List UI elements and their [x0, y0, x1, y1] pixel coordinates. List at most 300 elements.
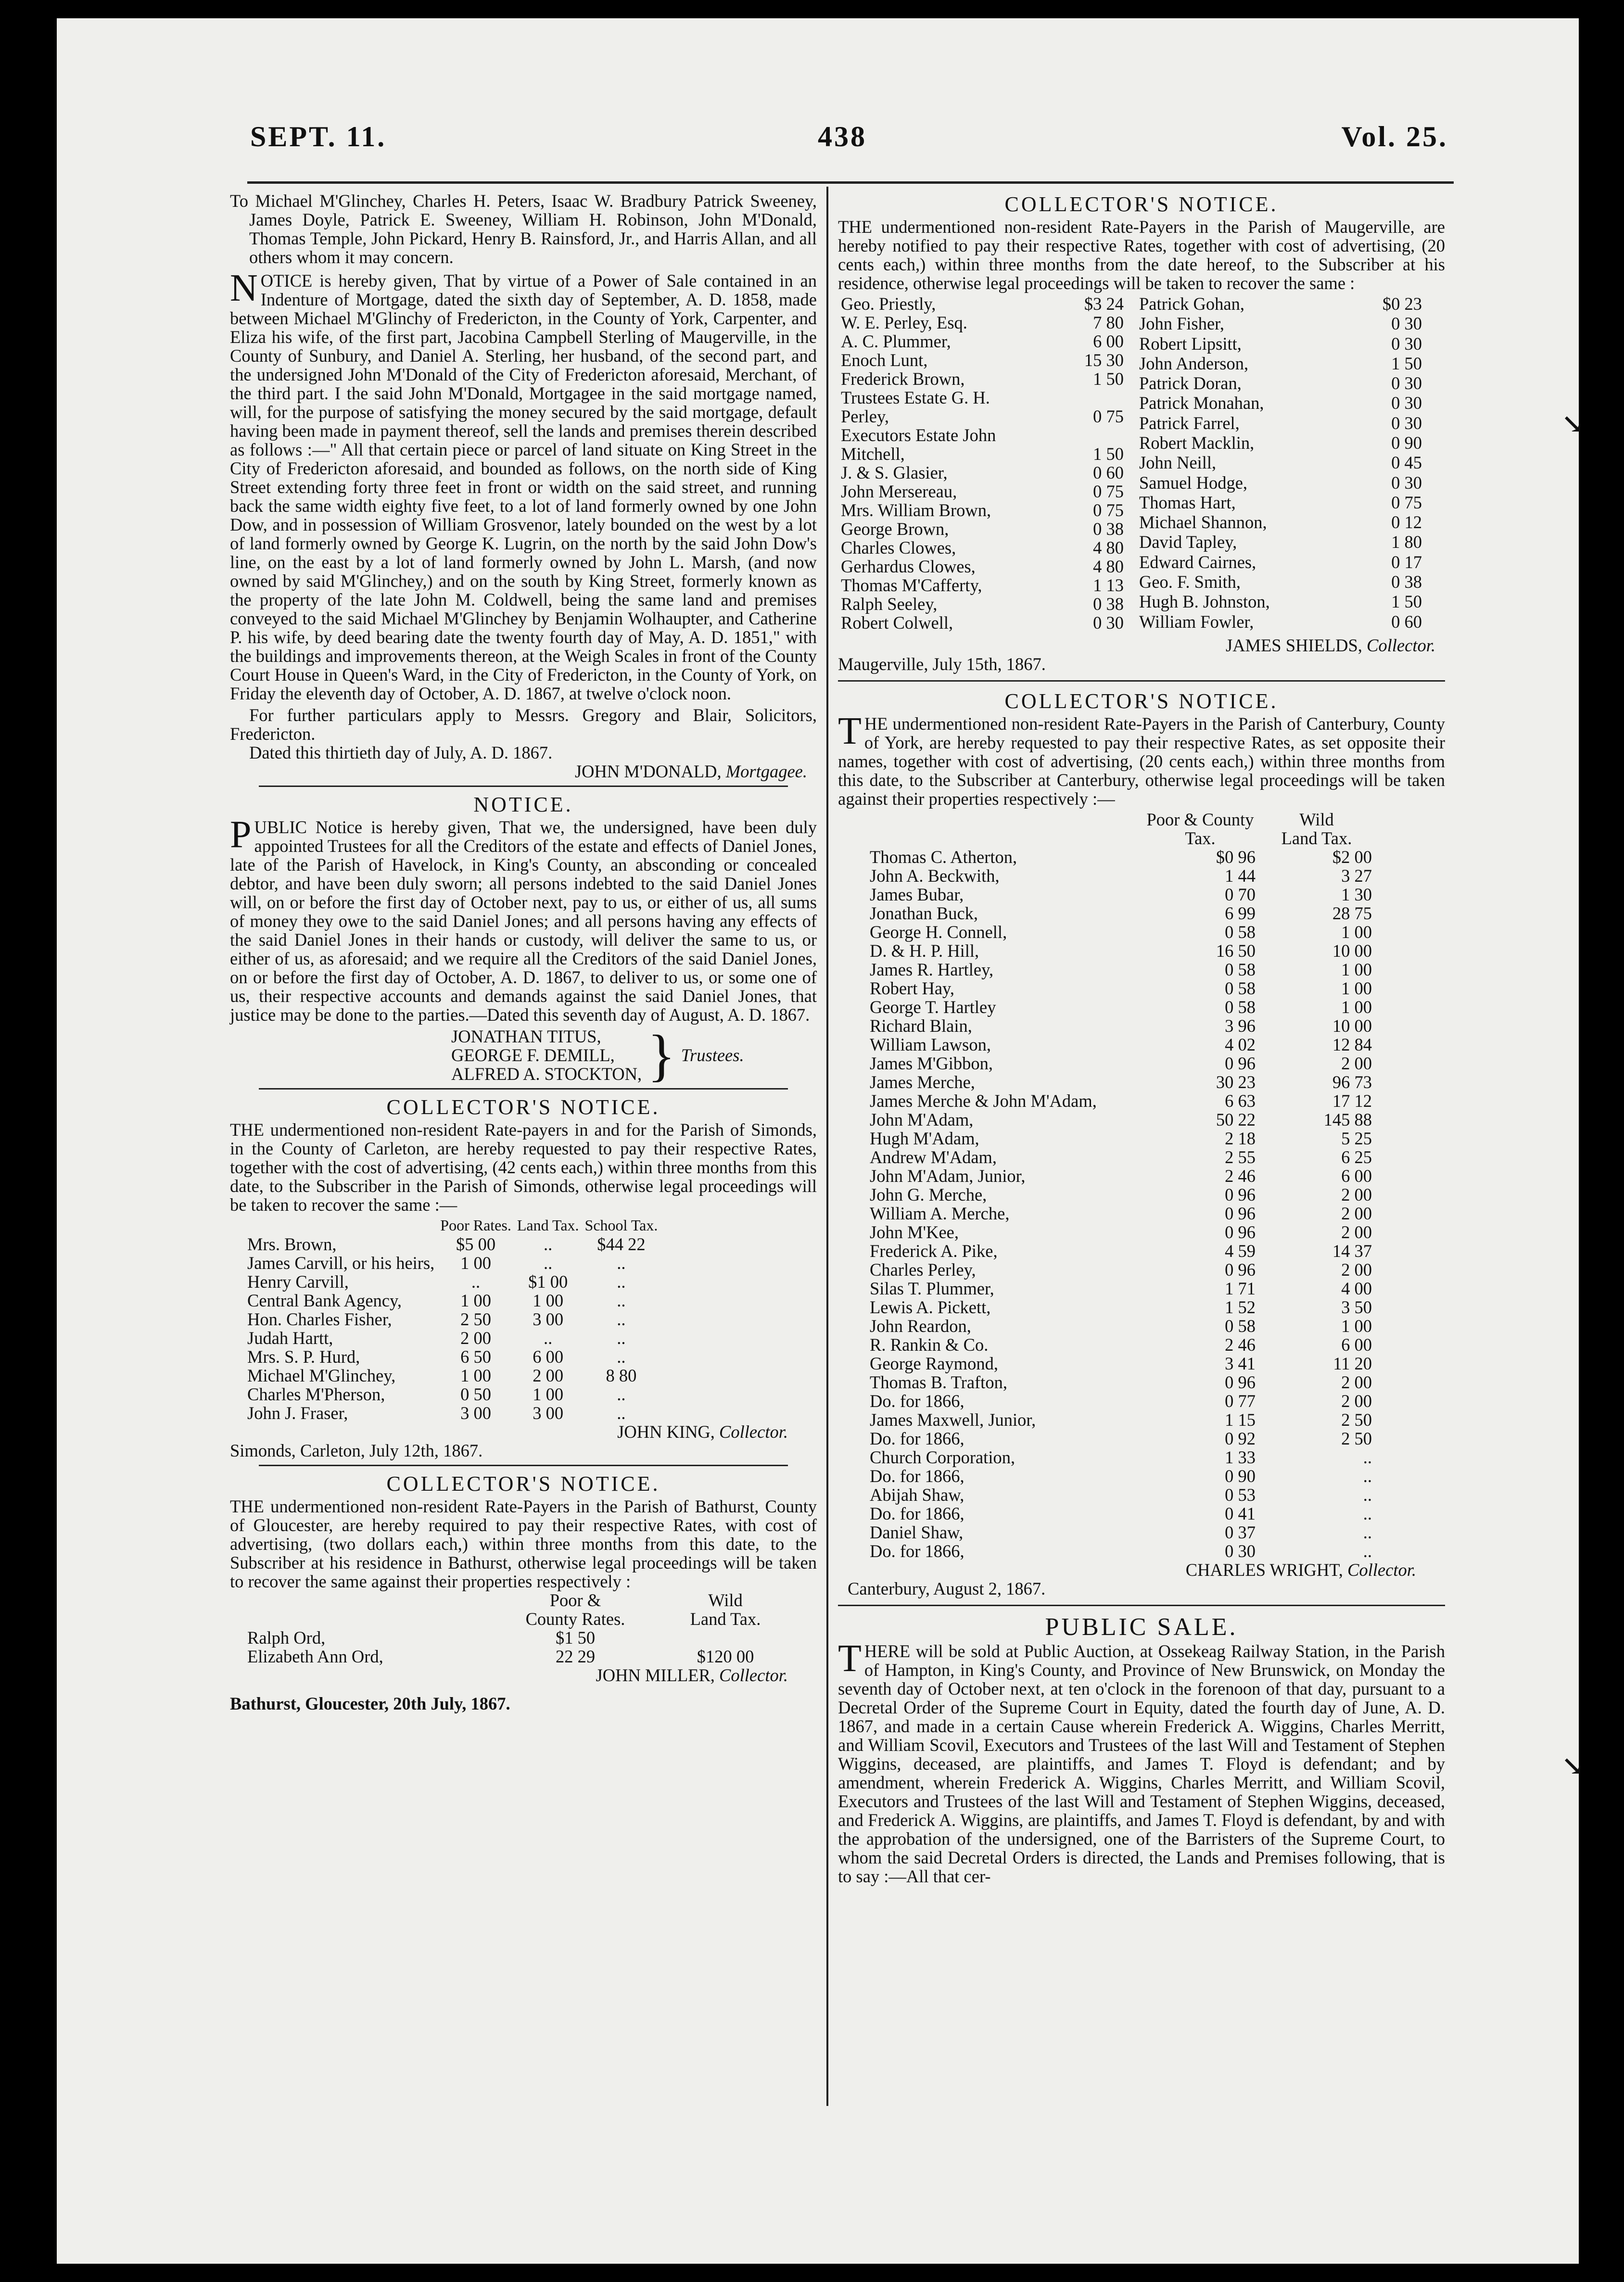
table-row: [867, 1429, 1375, 1448]
maugerville-notice: [838, 191, 1445, 673]
table-cell: 0 12: [1391, 512, 1422, 532]
table-cell: Mrs. S. P. Hurd,: [247, 1347, 360, 1367]
section-rule: [259, 1088, 788, 1090]
section-rule: [838, 1605, 1445, 1606]
table-cell: 10 00: [1332, 1016, 1372, 1036]
table-cell: Hugh M'Adam,: [870, 1128, 979, 1148]
table-cell: 3 27: [1341, 866, 1372, 886]
column-header: Poor & County: [1146, 810, 1254, 829]
table-cell: Mitchell,: [841, 444, 905, 464]
column-header: Land Tax.: [690, 1609, 761, 1629]
bathurst-notice: [230, 1471, 817, 1713]
table-row: [838, 538, 1127, 557]
table-cell: 1 71: [1225, 1279, 1256, 1298]
table-row: [838, 613, 1127, 632]
column-header: Land Tax.: [517, 1217, 579, 1234]
table-cell: 30 23: [1216, 1072, 1256, 1092]
table-row: [1136, 493, 1425, 513]
table-row: [1136, 553, 1425, 572]
table-row: [867, 1148, 1375, 1166]
table-cell: James Merche & John M'Adam,: [870, 1091, 1097, 1111]
table-cell: A. C. Plummer,: [841, 331, 951, 351]
table-cell: 2 50: [460, 1309, 491, 1329]
table-row: [867, 960, 1375, 979]
table-cell: William Fowler,: [1139, 611, 1254, 632]
table-row: [867, 1110, 1375, 1129]
table-cell: 2 18: [1225, 1128, 1256, 1148]
table-cell: 1 00: [533, 1291, 564, 1310]
table-row: [867, 1054, 1375, 1073]
table-row: [838, 407, 1127, 426]
table-row: [867, 979, 1375, 998]
canterbury-signer: CHARLES WRIGHT,: [1185, 1560, 1343, 1580]
mortgage-address: To Michael M'Glinchey, Charles H. Peters, Isaac W. Bradbury Patrick Sweeney, James Doyle, Patrick E. Sweeney, William H. Robinson, John M'Donald, Thomas Temple, John Pickard, Henry B. Rainsford, Jr., and Harris Allan, and all others whom it may concern.: [230, 191, 817, 267]
table-cell: 2 00: [460, 1328, 491, 1348]
table-cell: 11 20: [1333, 1354, 1372, 1373]
table-cell: 0 75: [1093, 406, 1124, 426]
table-cell: [1063, 426, 1127, 444]
table-header: [244, 1610, 800, 1628]
page-number: 438: [818, 121, 867, 152]
maugerville-role: Collector.: [1367, 635, 1435, 655]
table-cell: 0 50: [460, 1384, 491, 1404]
table-cell: 1 00: [1341, 997, 1372, 1017]
table-cell: $2 00: [1332, 847, 1372, 867]
table-row: [1136, 513, 1425, 532]
table-cell: 16 50: [1216, 941, 1256, 961]
table-cell: 0 30: [1391, 373, 1422, 393]
canterbury-place: Canterbury, August 2, 1867.: [848, 1579, 1046, 1598]
table-cell: Judah Hartt,: [247, 1328, 333, 1348]
table-cell: Daniel Shaw,: [870, 1522, 964, 1542]
table-row: [867, 1091, 1375, 1110]
table-cell: 3 50: [1341, 1297, 1372, 1317]
sale-title: PUBLIC SALE.: [1045, 1613, 1238, 1641]
column-header: Tax.: [1185, 828, 1216, 848]
table-row: [1136, 314, 1425, 334]
table-row: [244, 1235, 660, 1254]
table-row: [838, 482, 1127, 501]
table-row: [838, 501, 1127, 520]
table-row: [1136, 612, 1425, 633]
section-rule: [259, 1465, 788, 1466]
mortgage-signature: [230, 762, 817, 781]
table-cell: Abijah Shaw,: [870, 1485, 964, 1505]
table-row: [1136, 592, 1425, 612]
table-cell: 0 92: [1225, 1429, 1256, 1448]
column-header: Land Tax.: [1281, 828, 1352, 848]
table-cell: 0 75: [1093, 482, 1124, 501]
bathurst-rows: [244, 1628, 800, 1666]
table-cell: Do. for 1866,: [870, 1541, 964, 1561]
table-cell: 1 44: [1225, 866, 1256, 886]
table-row: [838, 313, 1127, 332]
table-row: [867, 1016, 1375, 1035]
table-cell: 6 00: [533, 1347, 564, 1367]
table-cell: 2 46: [1225, 1335, 1256, 1355]
table-cell: 2 00: [533, 1366, 564, 1385]
maugerville-signer: JAMES SHIELDS,: [1225, 635, 1362, 655]
table-cell: 0 37: [1225, 1522, 1256, 1542]
table-cell: Trustees Estate G. H.: [841, 388, 990, 407]
bathurst-body: THE undermentioned non-resident Rate-Payers in the Parish of Bathurst, County of Gloucester, are hereby required to pay their respective Rates, with cost of advertising, (two dollars each,) within three months from this date, to the Subscriber at his residence in Bathurst, otherwise legal proceedings will be taken to recover the same against their properties respectively :: [230, 1496, 817, 1591]
simonds-notice: [230, 1094, 817, 1460]
table-cell: 1 30: [1341, 885, 1372, 904]
table-cell: Patrick Farrel,: [1139, 413, 1240, 433]
table-cell: $44 22: [597, 1234, 646, 1254]
table-cell: 1 00: [533, 1384, 564, 1404]
maugerville-right-table: [1136, 294, 1425, 632]
table-header: [244, 1591, 800, 1610]
table-cell: 1 80: [1391, 532, 1422, 552]
table-row: [244, 1310, 660, 1329]
table-cell: 2 00: [1341, 1372, 1372, 1392]
table-cell: Michael M'Glinchey,: [247, 1366, 396, 1385]
mortgage-dated: Dated this thirtieth day of July, A. D. 1867.: [249, 743, 553, 762]
trustees-signatures: [451, 1023, 817, 1087]
simonds-rows: [244, 1235, 660, 1422]
table-cell: 10 00: [1332, 941, 1372, 961]
simonds-title: COLLECTOR'S NOTICE.: [386, 1095, 660, 1119]
maugerville-title: COLLECTOR'S NOTICE.: [1004, 192, 1279, 216]
table-cell: 3 41: [1225, 1354, 1256, 1373]
table-cell: 1 00: [460, 1366, 491, 1385]
table-row: [838, 294, 1127, 313]
column-header: Wild: [708, 1590, 743, 1610]
table-cell: R. Rankin & Co.: [870, 1335, 989, 1355]
table-cell: John Anderson,: [1139, 353, 1249, 373]
margin-mark: ↘: [1561, 1751, 1584, 1781]
canterbury-rows: [867, 848, 1375, 1560]
table-cell: 1 33: [1225, 1447, 1256, 1467]
table-row: [838, 388, 1127, 407]
left-column: [230, 191, 817, 1713]
table-row: [1136, 532, 1425, 552]
simonds-place: Simonds, Carleton, July 12th, 1867.: [230, 1441, 483, 1460]
table-cell: 0 90: [1391, 432, 1422, 453]
table-row: [1136, 433, 1425, 453]
table-cell: ..: [617, 1291, 626, 1310]
simonds-role: Collector.: [719, 1422, 788, 1442]
table-cell: Charles Clowes,: [841, 538, 956, 558]
table-row: [867, 923, 1375, 941]
table-cell: 2 00: [1341, 1204, 1372, 1223]
table-cell: John M'Adam, Junior,: [870, 1166, 1026, 1186]
table-cell: 0 38: [1093, 594, 1124, 614]
table-cell: 8 80: [606, 1366, 637, 1385]
table-cell: 0 96: [1225, 1204, 1256, 1223]
table-cell: 2 00: [1341, 1053, 1372, 1073]
table-row: [838, 332, 1127, 351]
table-row: [867, 1335, 1375, 1354]
table-row: [867, 1485, 1375, 1504]
mortgage-notice: [230, 191, 817, 781]
table-cell: 12 84: [1332, 1035, 1372, 1054]
table-row: [244, 1628, 800, 1647]
column-divider: [826, 187, 828, 2106]
table-cell: 0 58: [1225, 997, 1256, 1017]
table-cell: ..: [544, 1328, 553, 1348]
table-row: [867, 885, 1375, 904]
simonds-body: THE undermentioned non-resident Rate-payers in and for the Parish of Simonds, in the County of Carleton, are hereby requested to pay their respective Rates, together with the cost of advertising, (42 cents each,) within three months from this date, to the Subscriber in the Parish of Simonds, otherwise legal proceedings will be taken to recover the same :—: [230, 1120, 817, 1215]
bathurst-title: COLLECTOR'S NOTICE.: [386, 1472, 660, 1496]
table-cell: Patrick Doran,: [1139, 373, 1242, 393]
canterbury-body: THE undermentioned non-resident Rate-Payers in the Parish of Canterbury, County of York, are hereby requested to pay their respective Rates, as set opposite their names, together with cost of advertising, (20 cents each,) within three months from this date, to the Subscriber at Canterbury, otherwise legal proceedings will be taken against their properties respectively :—: [838, 710, 1445, 809]
table-row: [867, 1073, 1375, 1091]
trustee-name: JONATHAN TITUS,: [451, 1027, 601, 1046]
bathurst-role: Collector.: [719, 1665, 788, 1685]
table-cell: $5 00: [456, 1234, 496, 1254]
table-row: [244, 1385, 660, 1404]
brace: }: [647, 1023, 675, 1087]
column-header: County Rates.: [525, 1609, 625, 1629]
column-header: Wild: [1299, 810, 1334, 829]
table-cell: ..: [544, 1253, 553, 1273]
table-cell: $0 96: [1216, 847, 1256, 867]
table-row: [867, 848, 1375, 866]
table-cell: 0 70: [1225, 885, 1256, 904]
table-row: [838, 520, 1127, 538]
table-cell: 4 80: [1093, 557, 1124, 576]
table-cell: Edward Cairnes,: [1139, 552, 1256, 572]
bathurst-table: [244, 1591, 800, 1666]
table-cell: George T. Hartley: [870, 997, 996, 1017]
table-cell: 0 60: [1093, 463, 1124, 482]
table-cell: 1 50: [1093, 369, 1124, 389]
table-cell: 0 77: [1225, 1391, 1256, 1411]
table-cell: 0 75: [1093, 500, 1124, 520]
table-row: [867, 1542, 1375, 1560]
table-cell: 4 02: [1225, 1035, 1256, 1054]
table-cell: 1 50: [1093, 444, 1124, 464]
table-cell: James R. Hartley,: [870, 960, 994, 979]
table-cell: Elizabeth Ann Ord,: [247, 1647, 383, 1666]
bathurst-place: Bathurst, Gloucester, 20th July, 1867.: [230, 1694, 510, 1713]
table-cell: 0 90: [1225, 1466, 1256, 1486]
table-cell: Central Bank Agency,: [247, 1291, 402, 1310]
table-row: [867, 1166, 1375, 1185]
table-cell: Gerhardus Clowes,: [841, 557, 976, 576]
table-cell: James Merche,: [870, 1072, 975, 1092]
table-cell: 28 75: [1332, 903, 1372, 923]
table-cell: Do. for 1866,: [870, 1466, 964, 1486]
table-cell: Robert Lipsitt,: [1139, 333, 1242, 354]
table-cell: David Tapley,: [1139, 532, 1237, 552]
table-row: [867, 1354, 1375, 1373]
right-column: [838, 191, 1445, 1886]
table-cell: 2 50: [1341, 1429, 1372, 1448]
table-row: [867, 941, 1375, 960]
table-row: [244, 1291, 660, 1310]
table-row: [244, 1347, 660, 1366]
table-cell: 1 00: [460, 1291, 491, 1310]
table-cell: $120 00: [697, 1647, 754, 1666]
notice-title: NOTICE.: [473, 793, 573, 816]
table-cell: 6 00: [1341, 1166, 1372, 1186]
table-row: [838, 444, 1127, 463]
table-cell: ..: [617, 1403, 626, 1423]
table-row: [1136, 393, 1425, 413]
table-row: [838, 369, 1127, 388]
header-rule: [247, 181, 1454, 184]
table-row: [1136, 572, 1425, 592]
column-header: School Tax.: [584, 1217, 658, 1234]
table-cell: ..: [1363, 1541, 1372, 1561]
table-cell: Ralph Ord,: [247, 1628, 326, 1648]
table-row: [244, 1647, 800, 1666]
table-cell: Frederick A. Pike,: [870, 1241, 998, 1261]
table-cell: ..: [1363, 1504, 1372, 1523]
table-row: [244, 1272, 660, 1291]
table-row: [244, 1254, 660, 1272]
table-cell: 3 00: [460, 1403, 491, 1423]
bathurst-signature: [230, 1666, 817, 1685]
table-cell: $0 23: [1382, 294, 1422, 314]
table-cell: 0 53: [1225, 1485, 1256, 1505]
table-cell: [650, 1628, 800, 1647]
table-cell: 0 30: [1093, 613, 1124, 633]
table-cell: Hugh B. Johnston,: [1139, 592, 1270, 612]
table-cell: 2 00: [1341, 1260, 1372, 1280]
table-row: [867, 1448, 1375, 1467]
canterbury-title: COLLECTOR'S NOTICE.: [1004, 689, 1279, 713]
table-cell: ..: [1363, 1466, 1372, 1486]
table-cell: John Fisher,: [1139, 314, 1224, 334]
table-cell: 0 30: [1391, 472, 1422, 493]
margin-mark: ↘: [1561, 409, 1584, 439]
table-cell: ..: [471, 1272, 481, 1292]
table-cell: 3 00: [533, 1403, 564, 1423]
table-cell: Mrs. Brown,: [247, 1234, 337, 1254]
table-cell: $1 50: [555, 1628, 596, 1648]
table-cell: John J. Fraser,: [247, 1403, 348, 1423]
table-cell: Richard Blain,: [870, 1016, 972, 1036]
table-cell: 50 22: [1216, 1110, 1256, 1129]
table-cell: Silas T. Plummer,: [870, 1279, 994, 1298]
table-cell: 0 75: [1391, 492, 1422, 512]
mortgage-particulars: For further particulars apply to Messrs. Gregory and Blair, Solicitors, Fredericton.: [230, 705, 817, 744]
table-cell: 2 00: [1341, 1185, 1372, 1204]
table-cell: 1 50: [1391, 592, 1422, 612]
table-cell: 96 73: [1332, 1072, 1372, 1092]
table-cell: ..: [1363, 1522, 1372, 1542]
trustee-name: GEORGE F. DEMILL,: [451, 1045, 615, 1065]
sale-body: THERE will be sold at Public Auction, at Ossekeag Railway Station, in the Parish of Hampton, in King's County, and Province of New Brunswick, on Monday the seventh day of October next, at ten o'clock in the forenoon of that day, pursuant to a Decretal Order of the Supreme Court in Equity, dated the fourth day of June, A. D. 1867, and made in a certain Cause wherein Frederick A. Wiggins, Charles Merritt, and William Scovil, Executors and Trustees of the last Will and Testament of Stephen Wiggins, deceased, are plaintiffs, and James T. Floyd is defendant; and by amendment, wherein Frederick A. Wiggins, Charles Merritt, and William Scovil, Executors and Trustees of the last Will and Testament of Stephen Wiggins, deceased, and Frederick A. Wiggins, are plaintiffs, and James T. Floyd is defendant, by and with the approbation of the undersigned, one of the Barristers of the Supreme Court, to whom the said Decretal Orders is directed, the Lands and Premises following, that is to say :—All that cer-: [838, 1637, 1445, 1886]
simonds-table: [244, 1216, 660, 1422]
table-cell: Ralph Seeley,: [841, 594, 938, 614]
table-cell: Mrs. William Brown,: [841, 500, 991, 520]
simonds-signature: [230, 1422, 817, 1441]
newspaper-page: [57, 18, 1584, 2264]
table-row: [1136, 294, 1425, 314]
table-cell: 3 96: [1225, 1016, 1256, 1036]
table-cell: John Mersereau,: [841, 482, 957, 501]
table-row: [867, 1129, 1375, 1148]
table-cell: Jonathan Buck,: [870, 903, 978, 923]
table-cell: 6 25: [1341, 1147, 1372, 1167]
table-row: [867, 1392, 1375, 1410]
table-cell: Lewis A. Pickett,: [870, 1297, 991, 1317]
table-cell: 0 58: [1225, 978, 1256, 998]
table-cell: Andrew M'Adam,: [870, 1147, 997, 1167]
table-row: [244, 1366, 660, 1385]
table-row: [867, 1223, 1375, 1242]
table-row: [867, 1317, 1375, 1335]
table-row: [1136, 374, 1425, 393]
table-row: [1136, 414, 1425, 433]
table-cell: Do. for 1866,: [870, 1391, 964, 1411]
table-row: [867, 1523, 1375, 1542]
table-cell: 3 00: [533, 1309, 564, 1329]
table-row: [838, 426, 1127, 444]
table-row: [244, 1329, 660, 1347]
table-cell: 0 58: [1225, 922, 1256, 942]
table-row: [867, 1410, 1375, 1429]
column-header: Poor &: [549, 1590, 601, 1610]
table-cell: 0 96: [1225, 1372, 1256, 1392]
maugerville-place: Maugerville, July 15th, 1867.: [838, 654, 1046, 674]
table-row: [1136, 334, 1425, 354]
table-cell: 17 12: [1332, 1091, 1372, 1111]
table-cell: Geo. Priestly,: [841, 294, 936, 314]
table-cell: 1 13: [1093, 575, 1124, 595]
public-sale-notice: [838, 1613, 1445, 1886]
canterbury-signature: [838, 1560, 1445, 1579]
maugerville-body: THE undermentioned non-resident Rate-Payers in the Parish of Maugerville, are hereby notified to pay their respective Rates, together with cost of advertising, (20 cents each,) within three months from the date hereof, to the Subscriber at his residence, otherwise legal proceedings will be taken to recover the same :: [838, 217, 1445, 293]
table-cell: 1 00: [1341, 978, 1372, 998]
table-header: [244, 1216, 660, 1235]
table-cell: 0 30: [1391, 413, 1422, 433]
table-cell: 2 00: [1341, 1391, 1372, 1411]
table-cell: John G. Merche,: [870, 1185, 987, 1204]
table-row: [867, 1504, 1375, 1523]
table-cell: D. & H. P. Hill,: [870, 941, 979, 961]
table-cell: ..: [617, 1384, 626, 1404]
table-cell: 2 50: [1341, 1410, 1372, 1430]
page-header: [250, 120, 1448, 173]
table-cell: 0 60: [1391, 611, 1422, 632]
table-cell: Henry Carvill,: [247, 1272, 349, 1292]
table-row: [867, 1185, 1375, 1204]
table-cell: 6 99: [1225, 903, 1256, 923]
table-cell: 1 50: [1391, 353, 1422, 373]
table-cell: 2 00: [1341, 1222, 1372, 1242]
table-cell: Do. for 1866,: [870, 1429, 964, 1448]
table-header: [867, 829, 1375, 848]
table-cell: ..: [544, 1234, 553, 1254]
notice-body: PUBLIC Notice is hereby given, That we, the undersigned, have been duly appointed Trustees for all the Creditors of the estate and effects of Daniel Jones, late of the Parish of Havelock, in King's County, an absconding or concealed debtor, and have been duly sworn; all persons indebted to the said Daniel Jones will, on or before the first day of October next, pay to us, or either of us, all sums of money they owe to the said Daniel Jones; and all persons having any effects of the said Daniel Jones in their hands or custody, will deliver the same to us, or either of us, as aforesaid; and we require all the Creditors of the said Daniel Jones, on or before the first day of October, A. D. 1867, to deliver to us, or some one of us, their respective accounts and demands against the said Daniel Jones, that justice may be done to the parties.—Dated this seventh day of August, A. D. 1867.: [230, 813, 817, 1025]
table-cell: 5 25: [1341, 1128, 1372, 1148]
table-cell: Michael Shannon,: [1139, 512, 1267, 532]
table-cell: ..: [617, 1347, 626, 1367]
issue-date: SEPT. 11.: [250, 121, 387, 152]
maugerville-left-table: [838, 294, 1127, 632]
table-cell: ..: [617, 1272, 626, 1292]
table-cell: Charles M'Pherson,: [247, 1384, 385, 1404]
table-cell: $1 00: [528, 1272, 568, 1292]
table-cell: Robert Colwell,: [841, 613, 953, 633]
table-cell: 4 80: [1093, 538, 1124, 558]
mortgage-body: NOTICE is hereby given, That by virtue of a Power of Sale contained in an Indenture of Mortgage, dated the sixth day of September, A. D. 1858, made between Michael M'Glinchy of Fredericton, in the County of York, Carpenter, and Eliza his wife, of the first part, Jacobina Campbell Sterling of Maugerville, in the County of Sunbury, and Daniel A. Sterling, her husband, of the second part, and the undersigned John M'Donald of the City of Fredericton aforesaid, Merchant, of the third part. I the said John M'Donald, Mortgagee in the said mortgage named, will, for the purpose of satisfying the money secured by the said mortgage, default having been made in payment thereof, sell the lands and premises therein described as follows :—" All that certain piece or parcel of land situate on King Street in the City of Fredericton aforesaid, and bounded as follows, on the north side of King Street extending forty three feet in front or width on the said street, and running back the same width eighty five feet, to a lot of land formerly owned by one John Dow, and in possession of William Grosvenor, lately bounded on the west by a lot of land formerly owned by George K. Lugrin, on the north by the said John Dow's line, on the east by a lot of land formerly owned by John L. Marsh, (and now owned by said M'Glinchey,) and on the south by King Street, formerly known as the property of the late John M. Coldwell, being the same land and premises conveyed to the said Michael M'Glinchey by Benjamin Wolhaupter, and Catherine P. his wife, by deed bearing date the twenty fourth day of May, A. D. 1851," with the buildings and improvements thereon, at the Weigh Scales in front of the County Court House in Queen's Ward, in the City of Fredericton, in the County of York, on Friday the eleventh day of October, A. D. 1867, at twelve o'clock noon.: [230, 267, 817, 703]
table-row: [838, 576, 1127, 595]
table-cell: James Bubar,: [870, 885, 964, 904]
mortgage-signer: JOHN M'DONALD,: [574, 761, 722, 781]
table-cell: 0 96: [1225, 1185, 1256, 1204]
table-cell: 1 00: [460, 1253, 491, 1273]
table-cell: 0 30: [1391, 314, 1422, 334]
table-cell: J. & S. Glasier,: [841, 463, 948, 482]
table-header: [867, 810, 1375, 829]
